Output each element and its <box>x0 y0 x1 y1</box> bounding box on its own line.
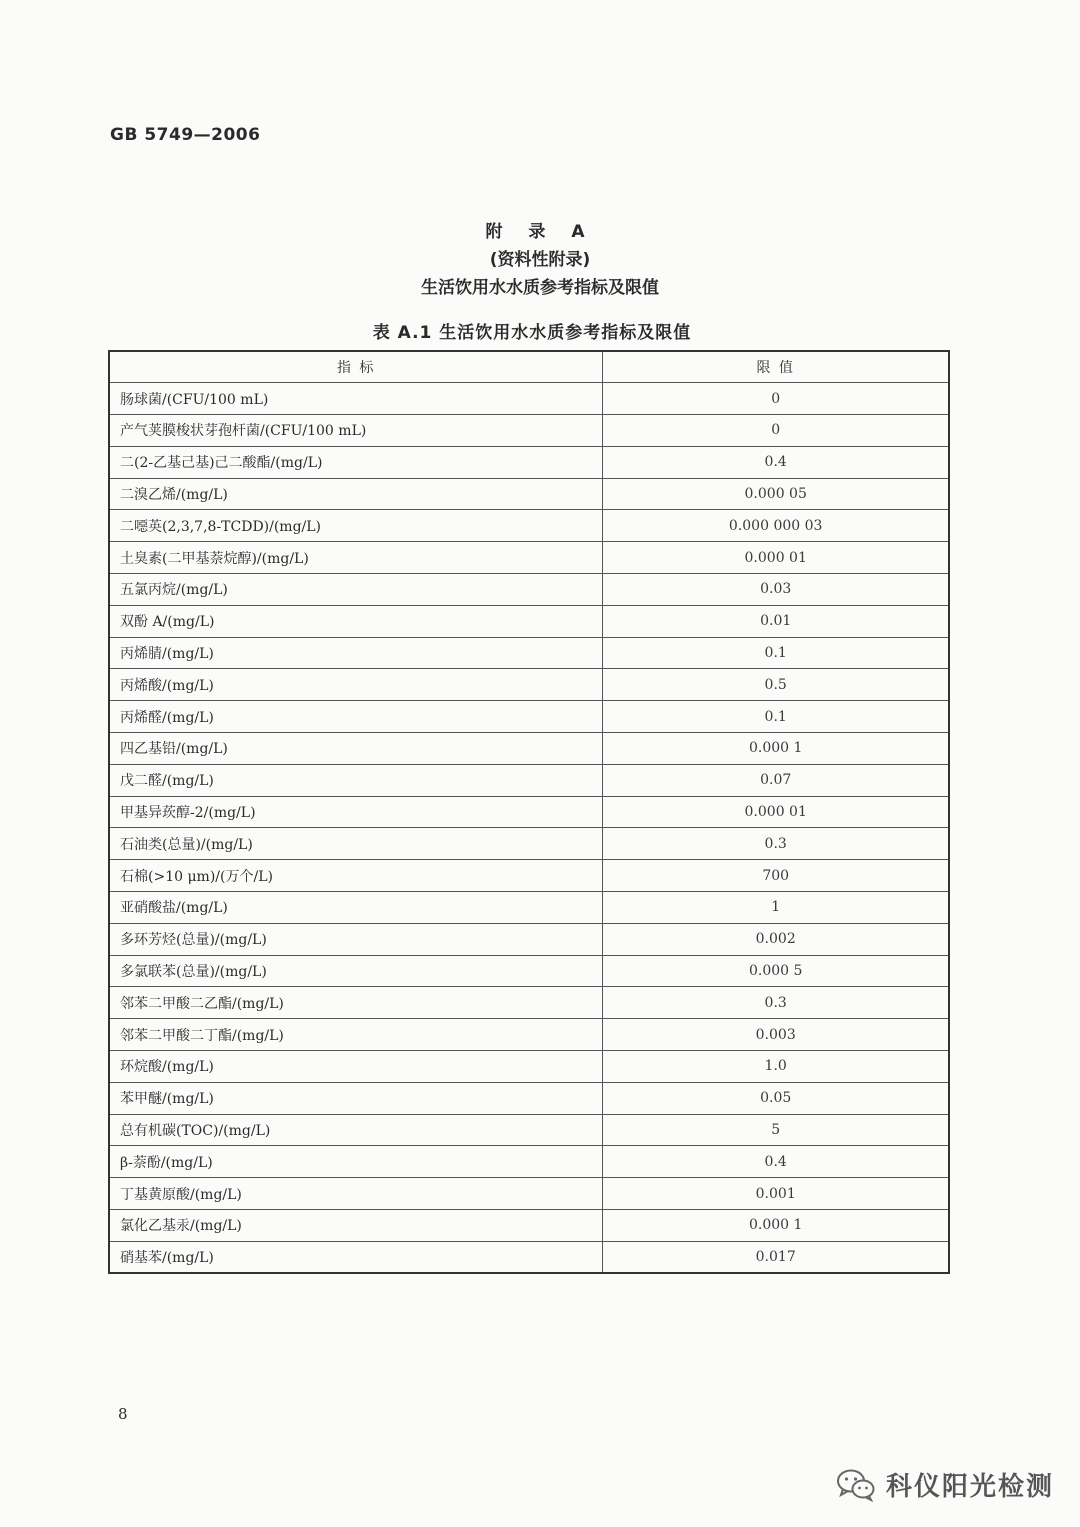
table-row <box>109 637 949 669</box>
indicator-cell: 双酚 A/(mg/L) <box>109 605 603 637</box>
limit-value-cell: 0.3 <box>603 828 949 860</box>
watermark <box>836 1466 1054 1503</box>
table-body <box>109 383 949 1273</box>
table-row <box>109 955 949 987</box>
indicator-cell: 总有机碳(TOC)/(mg/L) <box>109 1114 603 1146</box>
limit-value-cell: 1 <box>603 892 949 924</box>
indicator-cell: 氯化乙基汞/(mg/L) <box>109 1210 603 1242</box>
indicator-cell: 丙烯腈/(mg/L) <box>109 637 603 669</box>
indicator-cell: 二噁英(2,3,7,8-TCDD)/(mg/L) <box>109 510 603 542</box>
limit-value-cell: 0.5 <box>603 669 949 701</box>
indicator-cell: 四乙基铅/(mg/L) <box>109 733 603 765</box>
indicator-cell: 土臭素(二甲基萘烷醇)/(mg/L) <box>109 542 603 574</box>
limit-value-cell: 0 <box>603 383 949 415</box>
indicator-cell: 二溴乙烯/(mg/L) <box>109 478 603 510</box>
indicator-cell: 戊二醛/(mg/L) <box>109 764 603 796</box>
table-row <box>109 860 949 892</box>
annex-label: 附 录 A <box>485 222 595 242</box>
table-row <box>109 987 949 1019</box>
limit-value-cell: 0.000 05 <box>603 478 949 510</box>
limit-value-cell: 0.03 <box>603 574 949 606</box>
limit-value-cell: 1.0 <box>603 1051 949 1083</box>
indicator-cell: 邻苯二甲酸二乙酯/(mg/L) <box>109 987 603 1019</box>
limit-value-cell: 0.4 <box>603 1146 949 1178</box>
table-row <box>109 892 949 924</box>
indicator-cell: 肠球菌/(CFU/100 mL) <box>109 383 603 415</box>
indicator-cell: 多氯联苯(总量)/(mg/L) <box>109 955 603 987</box>
indicator-cell: 甲基异莰醇-2/(mg/L) <box>109 796 603 828</box>
table-row <box>109 1178 949 1210</box>
indicator-cell: 丁基黄原酸/(mg/L) <box>109 1178 603 1210</box>
limit-value-cell: 0.05 <box>603 1082 949 1114</box>
limit-value-cell: 0.000 1 <box>603 1210 949 1242</box>
column-header-indicator: 指 标 <box>109 351 603 383</box>
limit-value-cell: 700 <box>603 860 949 892</box>
table-row <box>109 383 949 415</box>
table-row <box>109 733 949 765</box>
table-row <box>109 446 949 478</box>
limit-value-cell: 0.3 <box>603 987 949 1019</box>
limit-value-cell: 0.001 <box>603 1178 949 1210</box>
standard-code: GB 5749—2006 <box>110 125 261 145</box>
annex-type: (资料性附录) <box>489 250 591 270</box>
wechat-icon <box>836 1468 876 1502</box>
indicator-cell: β-萘酚/(mg/L) <box>109 1146 603 1178</box>
table-row <box>109 923 949 955</box>
indicator-cell: 丙烯酸/(mg/L) <box>109 669 603 701</box>
indicator-cell: 五氯丙烷/(mg/L) <box>109 574 603 606</box>
indicator-cell: 多环芳烃(总量)/(mg/L) <box>109 923 603 955</box>
limit-value-cell: 0.000 01 <box>603 796 949 828</box>
limit-value-cell: 0.017 <box>603 1241 949 1273</box>
table-row <box>109 542 949 574</box>
limit-value-cell: 0.1 <box>603 637 949 669</box>
table-row <box>109 415 949 447</box>
limit-value-cell: 0.1 <box>603 701 949 733</box>
table-row <box>109 574 949 606</box>
limit-value-cell: 0.003 <box>603 1019 949 1051</box>
table-row <box>109 1146 949 1178</box>
limit-value-cell: 0.000 1 <box>603 733 949 765</box>
indicator-cell: 丙烯醛/(mg/L) <box>109 701 603 733</box>
limit-value-cell: 0.000 01 <box>603 542 949 574</box>
table-row <box>109 1114 949 1146</box>
table-row <box>109 764 949 796</box>
indicator-cell: 邻苯二甲酸二丁酯/(mg/L) <box>109 1019 603 1051</box>
indicator-cell: 石棉(>10 μm)/(万个/L) <box>109 860 603 892</box>
table-row <box>109 1051 949 1083</box>
annex-title: 生活饮用水水质参考指标及限值 <box>421 278 659 298</box>
watermark-text: 科仪阳光检测 <box>886 1472 1055 1502</box>
page-number: 8 <box>118 1405 128 1423</box>
indicator-cell: 产气荚膜梭状芽孢杆菌/(CFU/100 mL) <box>109 415 603 447</box>
limit-value-cell: 0.01 <box>603 605 949 637</box>
table-row <box>109 796 949 828</box>
limit-value-cell: 0 <box>603 415 949 447</box>
limit-value-cell: 0.002 <box>603 923 949 955</box>
table-row <box>109 701 949 733</box>
table-row <box>109 1210 949 1242</box>
table-header-row <box>109 351 949 383</box>
column-header-limit: 限 值 <box>603 351 949 383</box>
table-caption: 表 A.1 生活饮用水水质参考指标及限值 <box>372 323 692 343</box>
indicator-cell: 环烷酸/(mg/L) <box>109 1051 603 1083</box>
indicator-cell: 二(2-乙基己基)己二酸酯/(mg/L) <box>109 446 603 478</box>
limit-value-cell: 0.000 000 03 <box>603 510 949 542</box>
table-row <box>109 669 949 701</box>
limit-value-cell: 0.4 <box>603 446 949 478</box>
table-row <box>109 828 949 860</box>
indicator-cell: 硝基苯/(mg/L) <box>109 1241 603 1273</box>
table-row <box>109 510 949 542</box>
table-row <box>109 1082 949 1114</box>
annex-titles <box>0 218 1080 302</box>
table-row <box>109 478 949 510</box>
indicator-cell: 石油类(总量)/(mg/L) <box>109 828 603 860</box>
limit-value-cell: 5 <box>603 1114 949 1146</box>
table-row <box>109 1241 949 1273</box>
indicator-cell: 亚硝酸盐/(mg/L) <box>109 892 603 924</box>
limit-value-cell: 0.07 <box>603 764 949 796</box>
reference-indicator-table <box>108 350 950 1274</box>
limit-value-cell: 0.000 5 <box>603 955 949 987</box>
table-row <box>109 1019 949 1051</box>
table-row <box>109 605 949 637</box>
indicator-cell: 苯甲醚/(mg/L) <box>109 1082 603 1114</box>
